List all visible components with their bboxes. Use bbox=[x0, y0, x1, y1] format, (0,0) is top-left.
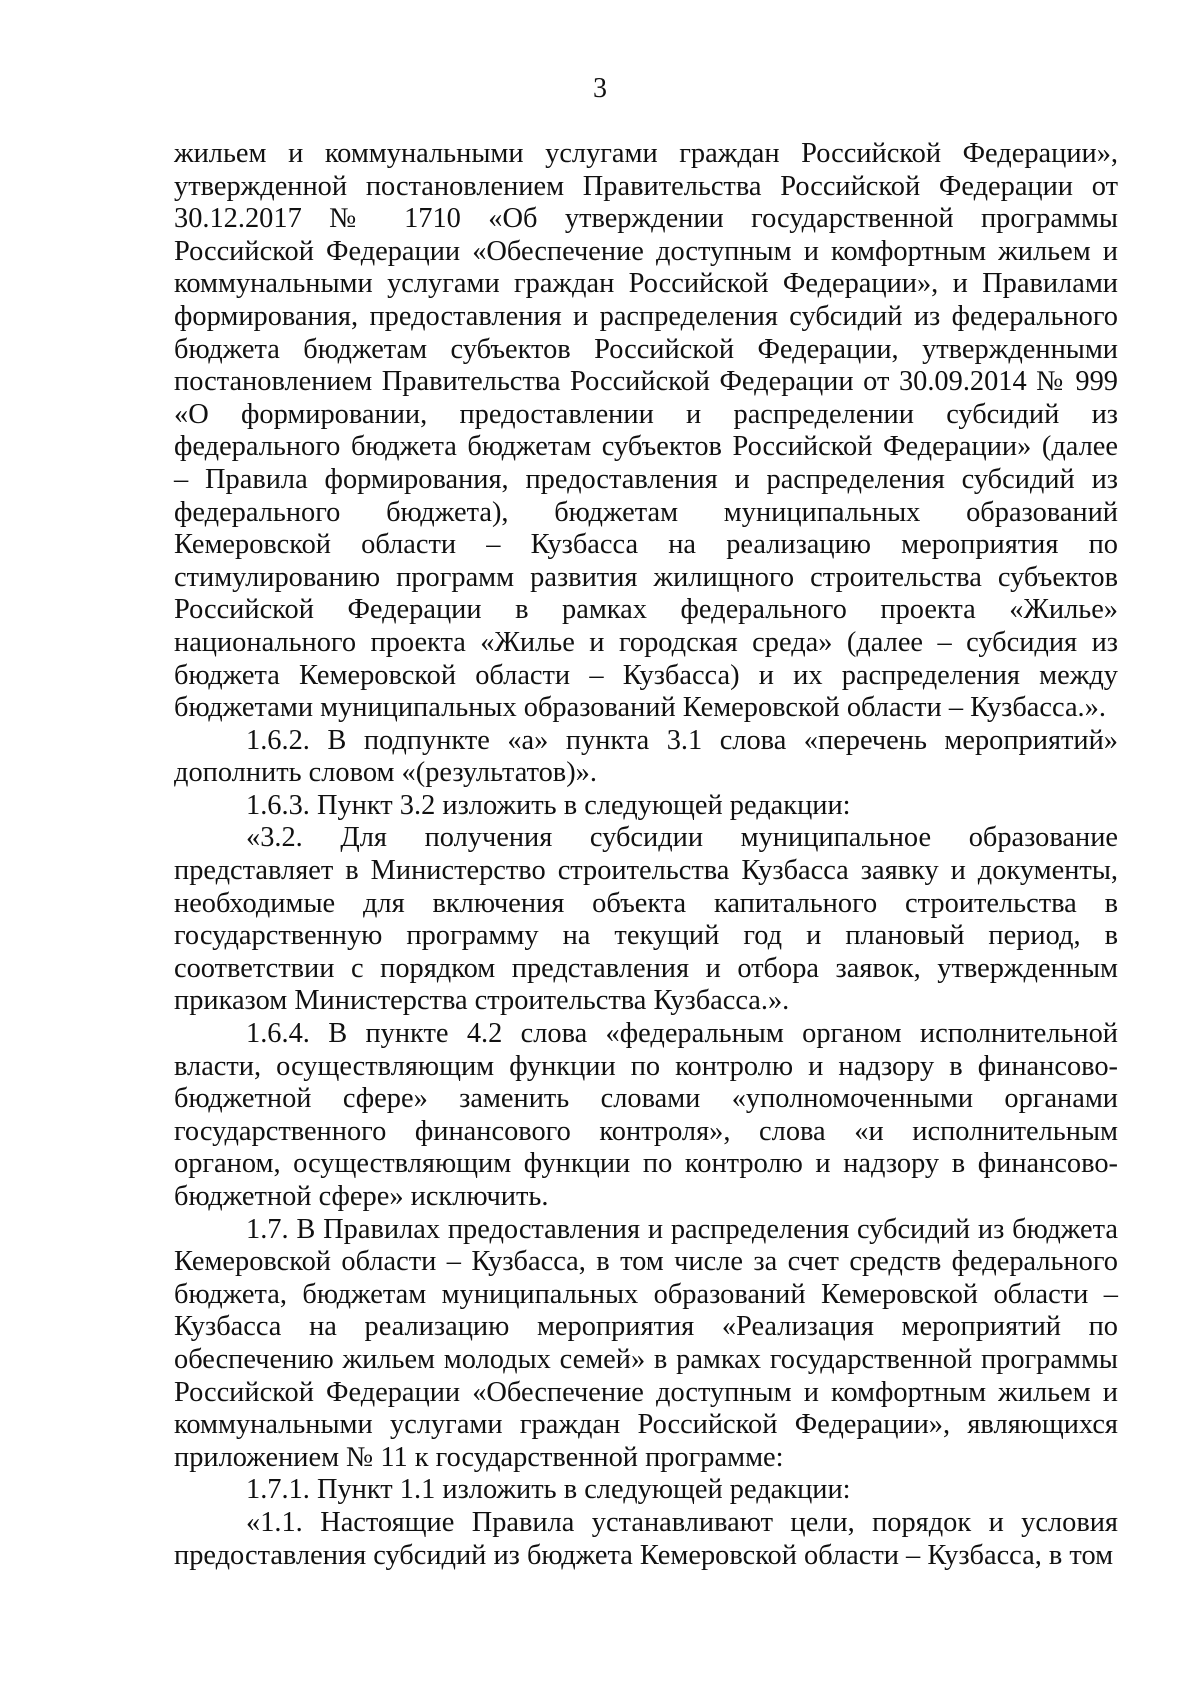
paragraph: «3.2. Для получения субсидии муниципальное образование представляет в Министерство строительства Кузбасса заявку и документы, необходимые для включения объекта капитального строительства в государственную программу на текущий год и плановый период, в соответствии с порядком представления и отбора заявок, утвержденным приказом Министерства строительства Кузбасса.». bbox=[174, 822, 1118, 1017]
paragraph: 1.6.4. В пункте 4.2 слова «федеральным органом исполнительной власти, осуществляющим функции по контролю и надзору в финансово-бюджетной сфере» заменить словами «уполномоченными органами государственного финансового контроля», слова «и исполнительным органом, осуществляющим функции по контролю и надзору в финансово-бюджетной сфере» исключить. bbox=[174, 1018, 1118, 1212]
paragraph: 1.6.2. В подпункте «а» пункта 3.1 слова «перечень мероприятий» дополнить словом «(результатов)». bbox=[174, 724, 1118, 789]
paragraph: 1.6.3. Пункт 3.2 изложить в следующей редакции: bbox=[246, 789, 851, 821]
page-number: 3 bbox=[593, 73, 607, 104]
paragraph: 1.7.1. Пункт 1.1 изложить в следующей редакции: bbox=[246, 1474, 851, 1506]
paragraph: 1.7. В Правилах предоставления и распределения субсидий из бюджета Кемеровской области – Кузбасса, в том числе за счет средств федерального бюджета, бюджетам муниципальных образований Кемеровской области – Кузбасса на реализацию мероприятия «Реализация мероприятий по обеспечению жильем молодых семей» в рамках государственной программы Российской Федерации «Обеспечение доступным и комфортным жильем и коммунальными услугами граждан Российской Федерации», являющихся приложением № 11 к государственной программе: bbox=[174, 1213, 1118, 1473]
paragraph: жильем и коммунальными услугами граждан Российской Федерации», утвержденной постановлением Правительства Российской Федерации от 30.12.2017 № 1710 «Об утверждении государственной программы Российской Федерации «Обеспечение доступным и комфортным жильем и коммунальными услугами граждан Российской Федерации», и Правилами формирования, предоставления и распределения субсидий из федерального бюджета бюджетам субъектов Российской Федерации, утвержденными постановлением Правительства Российской Федерации от 30.09.2014 № 999 «О формировании, предоставлении и распределении субсидий из федерального бюджета бюджетам субъектов Российской Федерации» (далее – Правила формирования, предоставления и распределения субсидий из федерального бюджета), бюджетам муниципальных образований Кемеровской области – Кузбасса на реализацию мероприятия по стимулированию программ развития жилищного строительства субъектов Российской Федерации в рамках федерального проекта «Жилье» национального проекта «Жилье и городская среда» (далее – субсидия из бюджета Кемеровской области – Кузбасса) и их распределения между бюджетами муниципальных образований Кемеровской области – Кузбасса.». bbox=[174, 138, 1118, 724]
document-body bbox=[174, 138, 1118, 1572]
paragraph: «1.1. Настоящие Правила устанавливают цели, порядок и условия предоставления субсидий из бюджета Кемеровской области – Кузбасса, в том bbox=[174, 1506, 1118, 1571]
